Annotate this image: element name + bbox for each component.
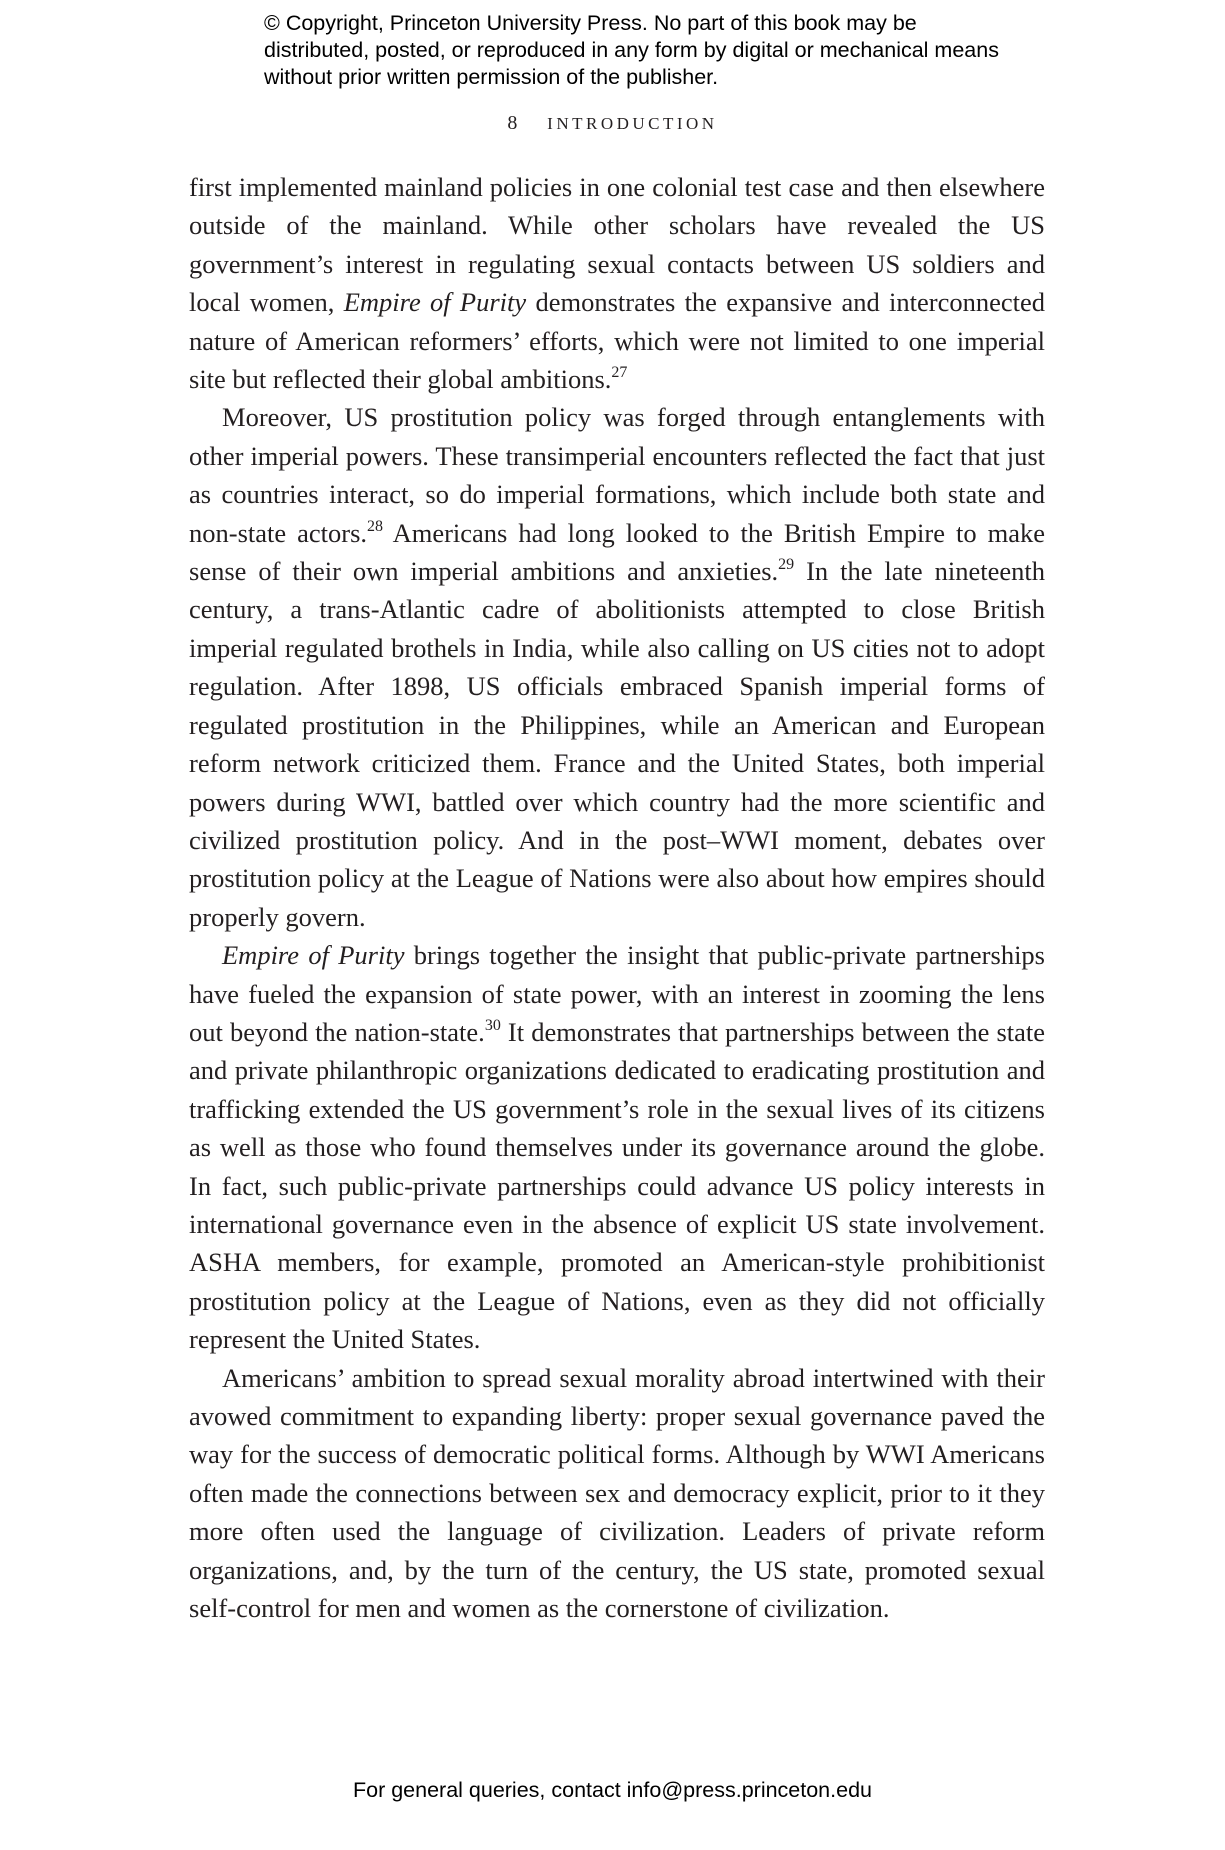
paragraph-4 — [189, 1359, 1045, 1628]
footer-contact: For general queries, contact info@press.princeton.edu — [352, 1778, 872, 1802]
footnote-ref[interactable]: 30 — [484, 1016, 501, 1034]
text-run: Moreover, US prostitution policy was forged through entanglements with other imperial powers. These transimperial encounters reflected the fact that just as countries interact, so do imperial formations, which include both state and non-state actors. — [189, 402, 1045, 548]
text-run: Americans had long looked to the British Empire to make sense of their own imperial ambitions and anxieties. — [189, 517, 1045, 587]
book-title: Empire of Purity — [222, 940, 405, 971]
body-text — [189, 168, 1045, 1627]
copyright-notice: © Copyright, Princeton University Press. No part of this book may be distributed, posted, or reproduced in any form by digital or mechanical means without prior written permission of the publisher. — [264, 11, 999, 89]
paragraph-1 — [189, 168, 1045, 398]
text-run: brings together the insight that public-private partnerships have fueled the expansion of state power, with an interest in zooming the lens out beyond the nation-state. — [189, 940, 1045, 1047]
paragraph-2 — [189, 398, 1045, 936]
running-title: INTRODUCTION — [547, 114, 718, 133]
running-head — [0, 112, 1225, 135]
text-run: demonstrates the expansive and interconnected nature of American reformers’ efforts, which were not limited to one imperial site but reflected their global ambitions. — [189, 287, 1045, 395]
text-run: In the late nineteenth century, a trans-Atlantic cadre of abolitionists attempted to close British imperial regulated brothels in India, while also calling on US cities not to adopt regulation. After 1898, US officials embraced Spanish imperial forms of regulated prostitution in the Philippines, while an American and European reform network criticized them. France and the United States, both imperial powers during WWI, battled over which country had the more scientific and civilized prostitution policy. And in the post–WWI moment, debates over prostitution policy at the League of Nations were also about how empires should properly govern. — [189, 556, 1045, 932]
text-run: first implemented mainland policies in one colonial test case and then elsewhere outside of the mainland. While other scholars have revealed the US government’s interest in regulating sexual contacts between US soldiers and local women, — [189, 172, 1045, 318]
footnote-ref[interactable]: 28 — [367, 517, 384, 535]
text-run: It demonstrates that partnerships between the state and private philanthropic organizations dedicated to eradicating prostitution and trafficking extended the US government’s role in the sexual lives of its citizens as well as those who found themselves under its governance around the globe. In fact, such public-private partnerships could advance US policy interests in international governance even in the absence of explicit US state involvement. ASHA members, for example, promoted an American-style prohibitionist prostitution policy at the League of Nations, even as they did not officially represent the United States. — [189, 1016, 1046, 1355]
footnote-ref[interactable]: 27 — [611, 364, 628, 382]
text-run: Americans’ ambition to spread sexual morality abroad intertwined with their avowed commitment to expanding liberty: proper sexual governance paved the way for the success of democratic political forms. Although by WWI Americans often made the connections between sex and democracy explicit, prior to it they more often used the language of civilization. Leaders of private reform organizations, and, by the turn of the century, the US state, promoted sexual self-control for men and women as the cornerstone of civilization. — [189, 1362, 1045, 1624]
paragraph-3 — [189, 936, 1045, 1358]
footnote-ref[interactable]: 29 — [778, 556, 795, 574]
page-number: 8 — [507, 112, 518, 134]
book-title: Empire of Purity — [343, 287, 527, 318]
